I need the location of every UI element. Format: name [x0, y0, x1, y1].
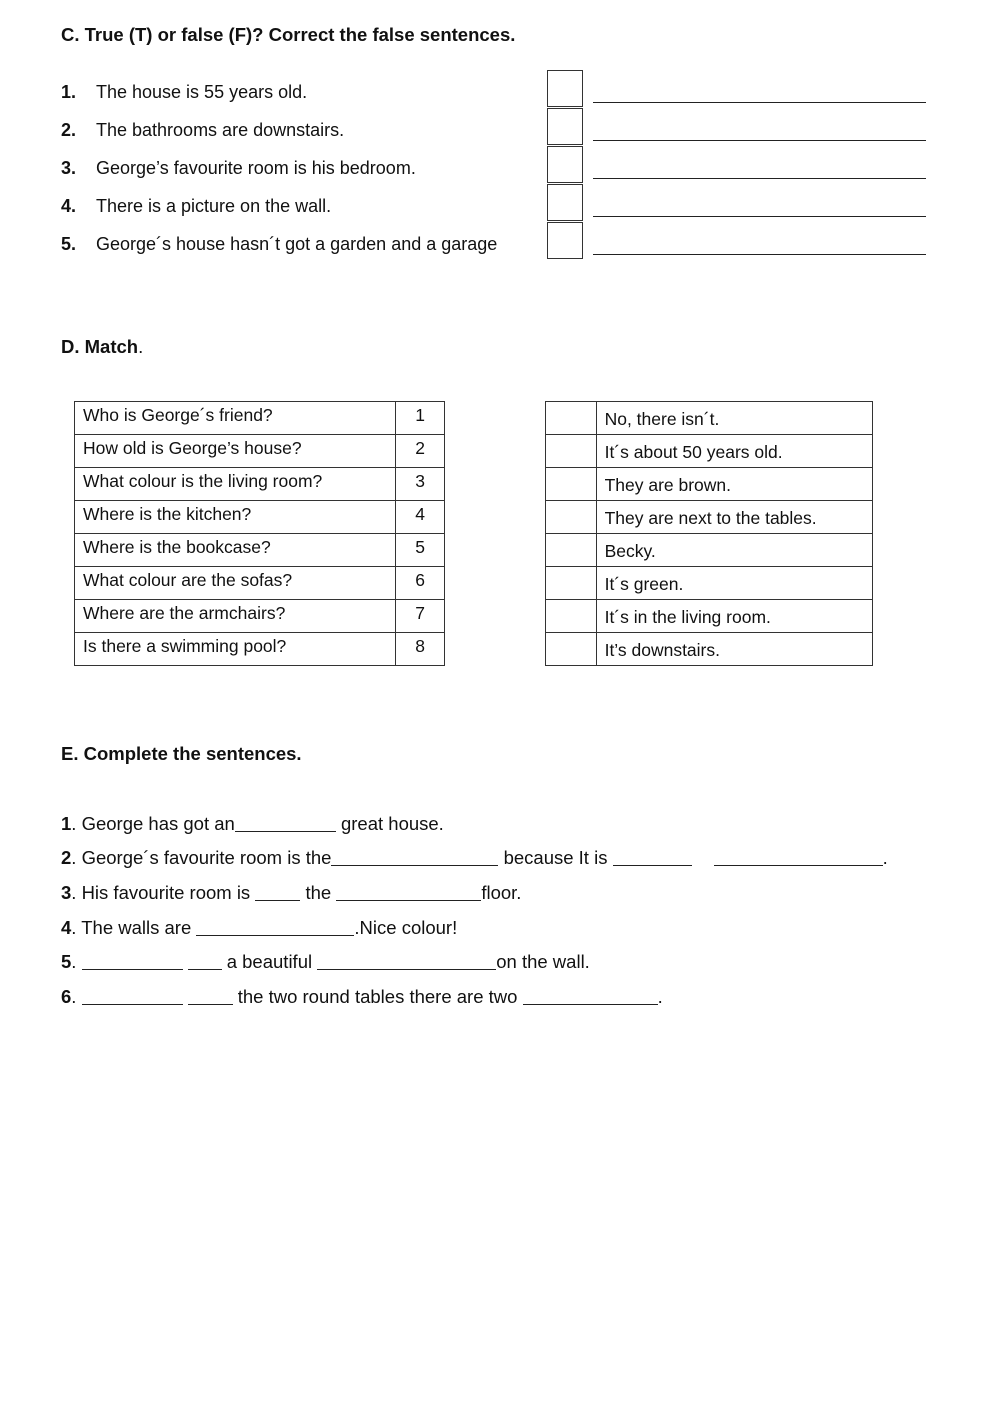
section-c-title: C. True (T) or false (F)? Correct the false sentences.: [61, 24, 516, 45]
gap-blank[interactable]: [336, 900, 481, 901]
tf-statement: The bathrooms are downstairs.: [96, 120, 345, 140]
sentence-4: [61, 917, 457, 939]
tf-answer-box[interactable]: [547, 184, 583, 221]
answer-text: It´s in the living room.: [596, 600, 872, 633]
answer-text: No, there isn´t.: [596, 402, 872, 435]
answer-text: They are next to the tables.: [596, 501, 872, 534]
question-number: 5: [396, 534, 445, 567]
sentence-number: 4: [61, 917, 72, 938]
sentence-5: [61, 951, 590, 973]
sentence-text: the: [300, 882, 337, 903]
sentence-text: on the wall.: [496, 951, 590, 972]
question-number: 1: [396, 402, 445, 435]
question-row: [75, 600, 445, 633]
question-text: What colour is the living room?: [75, 468, 396, 501]
answer-text: Becky.: [596, 534, 872, 567]
gap-blank[interactable]: [523, 1004, 658, 1005]
sentence-number: 3: [61, 882, 72, 903]
gap-blank[interactable]: [331, 865, 498, 866]
gap-blank[interactable]: [188, 969, 222, 970]
tf-number: 2.: [61, 120, 77, 140]
question-text: Where is the bookcase?: [75, 534, 396, 567]
answer-number-box[interactable]: [546, 567, 597, 600]
question-number: 2: [396, 435, 445, 468]
answer-row: [546, 600, 873, 633]
answer-row: [546, 501, 873, 534]
section-d-title-period: .: [138, 336, 144, 357]
sentence-text: a beautiful: [221, 951, 318, 972]
sentence-text: . George has got an: [71, 813, 235, 834]
sentence-6: [61, 986, 663, 1008]
sentence-text: .: [657, 986, 663, 1007]
sentence-text: . His favourite room is: [71, 882, 256, 903]
gap-blank[interactable]: [317, 969, 496, 970]
gap-blank[interactable]: [82, 1004, 183, 1005]
tf-statement: George’s favourite room is his bedroom.: [96, 158, 416, 178]
questions-table: [74, 401, 445, 666]
sentence-text: . The walls are: [71, 917, 197, 938]
question-row: [75, 435, 445, 468]
question-text: How old is George’s house?: [75, 435, 396, 468]
tf-item-4: [61, 196, 941, 234]
tf-correction-line[interactable]: [593, 102, 926, 103]
question-number: 3: [396, 468, 445, 501]
sentence-number: 6: [61, 986, 72, 1007]
gap-blank[interactable]: [714, 865, 883, 866]
tf-number: 5.: [61, 234, 77, 254]
tf-answer-box[interactable]: [547, 70, 583, 107]
question-row: [75, 534, 445, 567]
sentence-text: floor.: [481, 882, 522, 903]
answer-number-box[interactable]: [546, 600, 597, 633]
gap-blank[interactable]: [255, 900, 300, 901]
gap-blank[interactable]: [82, 969, 183, 970]
section-d-title-text: D. Match: [61, 336, 139, 357]
section-e-title: E. Complete the sentences.: [61, 743, 302, 764]
answer-number-box[interactable]: [546, 534, 597, 567]
answer-number-box[interactable]: [546, 633, 597, 666]
answer-text: It’s downstairs.: [596, 633, 872, 666]
tf-item-3: [61, 158, 941, 196]
tf-answer-box[interactable]: [547, 146, 583, 183]
tf-correction-line[interactable]: [593, 254, 926, 255]
tf-number: 3.: [61, 158, 77, 178]
sentence-text: .: [71, 986, 82, 1007]
tf-correction-line[interactable]: [593, 216, 926, 217]
section-d-title: [61, 336, 143, 358]
tf-item-2: [61, 120, 941, 158]
sentence-text: . George´s favourite room is the: [71, 847, 332, 868]
sentence-text: great house.: [335, 813, 444, 834]
question-text: What colour are the sofas?: [75, 567, 396, 600]
question-text: Where are the armchairs?: [75, 600, 396, 633]
question-row: [75, 501, 445, 534]
sentence-number: 1: [61, 813, 72, 834]
question-text: Is there a swimming pool?: [75, 633, 396, 666]
answer-number-box[interactable]: [546, 501, 597, 534]
tf-item-5: [61, 234, 941, 272]
answer-number-box[interactable]: [546, 435, 597, 468]
tf-item-1: [61, 82, 941, 120]
sentence-number: 2: [61, 847, 72, 868]
tf-answer-box[interactable]: [547, 108, 583, 145]
tf-statement: There is a picture on the wall.: [96, 196, 332, 216]
sentence-text: the two round tables there are two: [232, 986, 523, 1007]
sentence-text: because It is: [498, 847, 613, 868]
answer-text: They are brown.: [596, 468, 872, 501]
tf-statement: The house is 55 years old.: [96, 82, 308, 102]
gap-blank[interactable]: [613, 865, 692, 866]
answer-row: [546, 534, 873, 567]
tf-answer-box[interactable]: [547, 222, 583, 259]
question-row: [75, 567, 445, 600]
question-number: 7: [396, 600, 445, 633]
answer-row: [546, 435, 873, 468]
answer-row: [546, 402, 873, 435]
gap-blank[interactable]: [188, 1004, 233, 1005]
answer-number-box[interactable]: [546, 468, 597, 501]
answers-table: [545, 401, 873, 666]
gap-blank[interactable]: [235, 831, 336, 832]
answer-row: [546, 567, 873, 600]
tf-correction-line[interactable]: [593, 140, 926, 141]
answer-row: [546, 468, 873, 501]
tf-number: 4.: [61, 196, 77, 216]
question-number: 6: [396, 567, 445, 600]
question-number: 8: [396, 633, 445, 666]
sentence-2: [61, 847, 888, 869]
sentence-3: [61, 882, 521, 904]
answer-text: It´s about 50 years old.: [596, 435, 872, 468]
sentence-text: .Nice colour!: [354, 917, 458, 938]
question-row: [75, 402, 445, 435]
answer-number-box[interactable]: [546, 402, 597, 435]
answer-text: It´s green.: [596, 567, 872, 600]
tf-statement: George´s house hasn´t got a garden and a garage: [96, 234, 498, 254]
sentence-number: 5: [61, 951, 72, 972]
tf-correction-line[interactable]: [593, 178, 926, 179]
sentence-text: .: [71, 951, 82, 972]
question-text: Where is the kitchen?: [75, 501, 396, 534]
question-row: [75, 633, 445, 666]
answer-row: [546, 633, 873, 666]
gap-blank[interactable]: [196, 935, 354, 936]
question-number: 4: [396, 501, 445, 534]
sentence-1: [61, 813, 444, 835]
question-text: Who is George´s friend?: [75, 402, 396, 435]
tf-number: 1.: [61, 82, 77, 102]
sentence-text: .: [882, 847, 888, 868]
question-row: [75, 468, 445, 501]
